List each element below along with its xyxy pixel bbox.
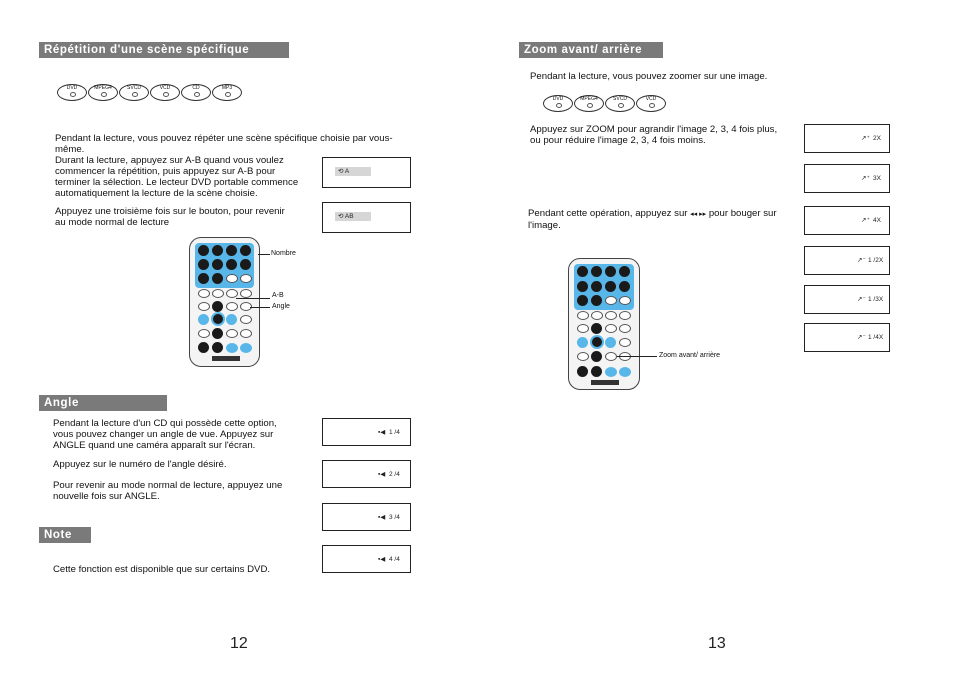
osd-zoom-half: 1 /2X	[868, 257, 884, 264]
zoom-out-icon: ↗⁻	[857, 257, 866, 264]
zoom-icon: ↗⁺	[861, 135, 870, 142]
screen-zoom-3x	[804, 164, 890, 193]
disc-icon: CD	[181, 84, 211, 101]
zoom-out-icon: ↗⁻	[857, 334, 866, 341]
leader-zoom	[617, 356, 657, 357]
screen-zoom-third	[804, 285, 890, 314]
screen-zoom-half	[804, 246, 890, 275]
osd-button[interactable]	[198, 329, 210, 338]
disc-icon: MPEG4	[574, 95, 604, 112]
rewind-button[interactable]	[198, 314, 209, 325]
repeat-button[interactable]	[619, 338, 631, 347]
camera-icon: ▪◀	[378, 514, 386, 521]
vol-minus-button[interactable]	[226, 343, 238, 353]
vol-plus-button[interactable]	[240, 343, 252, 353]
repeat-paragraph: Pendant la lecture, vous pouvez répéter une scène spécifique choisie par vous- même. Durant la lecture, appuyez sur A-B quand vous voulez commencer la répétition, puis appuyez sur A-B pour terminer la sélection. Le lecteur DVD portable commence automatiquement la lecture de la scène choisie.	[55, 133, 393, 199]
osd-repeat-ab: ⟲ AB	[335, 212, 371, 221]
menu2-button[interactable]	[240, 289, 252, 298]
forward-button[interactable]	[226, 314, 237, 325]
disc-icon: DVD	[543, 95, 573, 112]
setup-button[interactable]	[198, 302, 210, 311]
goto-button[interactable]	[240, 274, 252, 283]
remote-control-right	[568, 258, 640, 390]
repeat-button[interactable]	[240, 315, 252, 324]
digit-6-button[interactable]	[591, 281, 602, 292]
audio-button[interactable]	[212, 289, 224, 298]
label-zoom: Zoom avant/ arrière	[659, 352, 721, 359]
move-paragraph: Pendant cette opération, appuyez sur ◂◂ ▸▸ pour bouger sur l'image.	[528, 208, 777, 231]
play-pause-button[interactable]	[577, 366, 588, 377]
osd-zoom-quarter: 1 /4X	[868, 334, 884, 341]
disc-icon: MPEG4	[88, 84, 118, 101]
disc-icon: SVCD	[605, 95, 635, 112]
screen-zoom-2x	[804, 124, 890, 153]
stop-button[interactable]	[212, 342, 223, 353]
vol-minus-button[interactable]	[605, 367, 617, 377]
next-button[interactable]	[591, 351, 602, 362]
title-button[interactable]	[198, 289, 210, 298]
clear-button[interactable]	[226, 274, 238, 283]
angle-button[interactable]	[619, 324, 631, 333]
camera-icon: ▪◀	[378, 429, 386, 436]
osd-button[interactable]	[577, 352, 589, 361]
digit-4-button[interactable]	[240, 245, 251, 256]
title-button[interactable]	[577, 311, 589, 320]
zoom-section-header: Zoom avant/ arrière	[519, 42, 663, 58]
repeat-icon: ⟲	[338, 213, 344, 220]
digit-3-button[interactable]	[605, 266, 616, 277]
setup-button[interactable]	[577, 324, 589, 333]
digit-9-button[interactable]	[577, 295, 588, 306]
disc-icon: VCD	[150, 84, 180, 101]
leader-ab	[236, 298, 270, 299]
stereo-button[interactable]	[226, 329, 238, 338]
screen-repeat-a	[322, 157, 411, 188]
label-angle: Angle	[272, 303, 290, 310]
leader-angle	[250, 307, 270, 308]
leader-nombre	[258, 254, 270, 255]
digit-3-button[interactable]	[226, 245, 237, 256]
digit-4-button[interactable]	[619, 266, 630, 277]
disc-icon: DVD	[57, 84, 87, 101]
brand-logo	[591, 380, 619, 385]
osd-repeat-a: ⟲ A	[335, 167, 371, 176]
zoom-icon: ↗⁺	[861, 217, 870, 224]
repeat-section-header: Répétition d'une scène spécifique	[39, 42, 289, 58]
menu-button[interactable]	[226, 289, 238, 298]
brand-logo	[212, 356, 240, 361]
zoom-out-icon: ↗⁻	[857, 296, 866, 303]
audio-button[interactable]	[591, 311, 603, 320]
label-ab: A-B	[272, 292, 284, 299]
forward-button[interactable]	[605, 337, 616, 348]
angle-number-text: Appuyez sur le numéro de l'angle désiré.	[53, 459, 227, 470]
play-pause-button[interactable]	[198, 342, 209, 353]
enter-button[interactable]	[211, 312, 225, 326]
menu2-button[interactable]	[619, 311, 631, 320]
screen-angle-2	[322, 460, 411, 488]
page-number-right: 13	[708, 635, 726, 652]
fast-arrows-icon: ◂◂ ▸▸	[690, 211, 707, 218]
screen-angle-3	[322, 503, 411, 531]
ab-button[interactable]	[605, 324, 617, 333]
remote-control-left	[189, 237, 260, 367]
stop-button[interactable]	[591, 366, 602, 377]
menu-button[interactable]	[605, 311, 617, 320]
digit-8-button[interactable]	[619, 281, 630, 292]
label-nombre: Nombre	[271, 250, 296, 257]
digit-1-button[interactable]	[198, 245, 209, 256]
camera-icon: ▪◀	[378, 471, 386, 478]
digit-6-button[interactable]	[212, 259, 223, 270]
digit-2-button[interactable]	[212, 245, 223, 256]
osd-angle-1: 1 /4	[389, 429, 400, 436]
clear-button[interactable]	[605, 296, 617, 305]
screen-repeat-ab	[322, 202, 411, 233]
digit-2-button[interactable]	[591, 266, 602, 277]
enter-button[interactable]	[590, 335, 604, 349]
digit-5-button[interactable]	[198, 259, 209, 270]
digit-7-button[interactable]	[605, 281, 616, 292]
page-number-left: 12	[230, 635, 248, 652]
osd-zoom-4x: 4X	[873, 217, 881, 224]
note-section-header: Note	[39, 527, 91, 543]
screen-angle-1	[322, 418, 411, 446]
screen-zoom-quarter	[804, 323, 890, 352]
osd-zoom-third: 1 /3X	[868, 296, 884, 303]
note-text: Cette fonction est disponible que sur certains DVD.	[53, 564, 271, 575]
digit-7-button[interactable]	[226, 259, 237, 270]
camera-icon: ▪◀	[378, 556, 386, 563]
prev-button[interactable]	[212, 301, 223, 312]
digit-0-button[interactable]	[591, 295, 602, 306]
digit-1-button[interactable]	[577, 266, 588, 277]
disc-icon: SVCD	[119, 84, 149, 101]
zoom-paragraph: Appuyez sur ZOOM pour agrandir l'image 2, 3, 4 fois plus, ou pour réduire l'image 2, 3, 4 fois moins.	[530, 124, 778, 146]
third-press-paragraph: Appuyez une troisième fois sur le bouton, pour revenir au mode normal de lecture	[55, 206, 285, 228]
zoom-button[interactable]	[605, 352, 617, 361]
digit-9-button[interactable]	[198, 273, 209, 284]
osd-angle-2: 2 /4	[389, 471, 400, 478]
angle-section-header: Angle	[39, 395, 167, 411]
digit-8-button[interactable]	[240, 259, 251, 270]
vol-plus-button[interactable]	[619, 367, 631, 377]
return-button[interactable]	[240, 329, 252, 338]
rewind-button[interactable]	[577, 337, 588, 348]
zoom-icon: ↗⁺	[861, 175, 870, 182]
osd-angle-4: 4 /4	[389, 556, 400, 563]
disc-icon: VCD	[636, 95, 666, 112]
angle-paragraph: Pendant la lecture d'un CD qui possède cette option, vous pouvez changer un angle de vue. Appuyez sur ANGLE quand une caméra apparaît sur l'écran.	[53, 418, 277, 451]
ab-button[interactable]	[226, 302, 238, 311]
osd-zoom-2x: 2X	[873, 135, 881, 142]
screen-angle-4	[322, 545, 411, 573]
osd-angle-3: 3 /4	[389, 514, 400, 521]
digit-0-button[interactable]	[212, 273, 223, 284]
next-button[interactable]	[212, 328, 223, 339]
digit-5-button[interactable]	[577, 281, 588, 292]
zoom-intro-text: Pendant la lecture, vous pouvez zoomer sur une image.	[530, 71, 768, 82]
angle-return-paragraph: Pour revenir au mode normal de lecture, appuyez une nouvelle fois sur ANGLE.	[53, 480, 283, 502]
prev-button[interactable]	[591, 323, 602, 334]
goto-button[interactable]	[619, 296, 631, 305]
screen-zoom-4x	[804, 206, 890, 235]
osd-zoom-3x: 3X	[873, 175, 881, 182]
disc-icon: MP3	[212, 84, 242, 101]
repeat-icon: ⟲	[338, 168, 344, 175]
